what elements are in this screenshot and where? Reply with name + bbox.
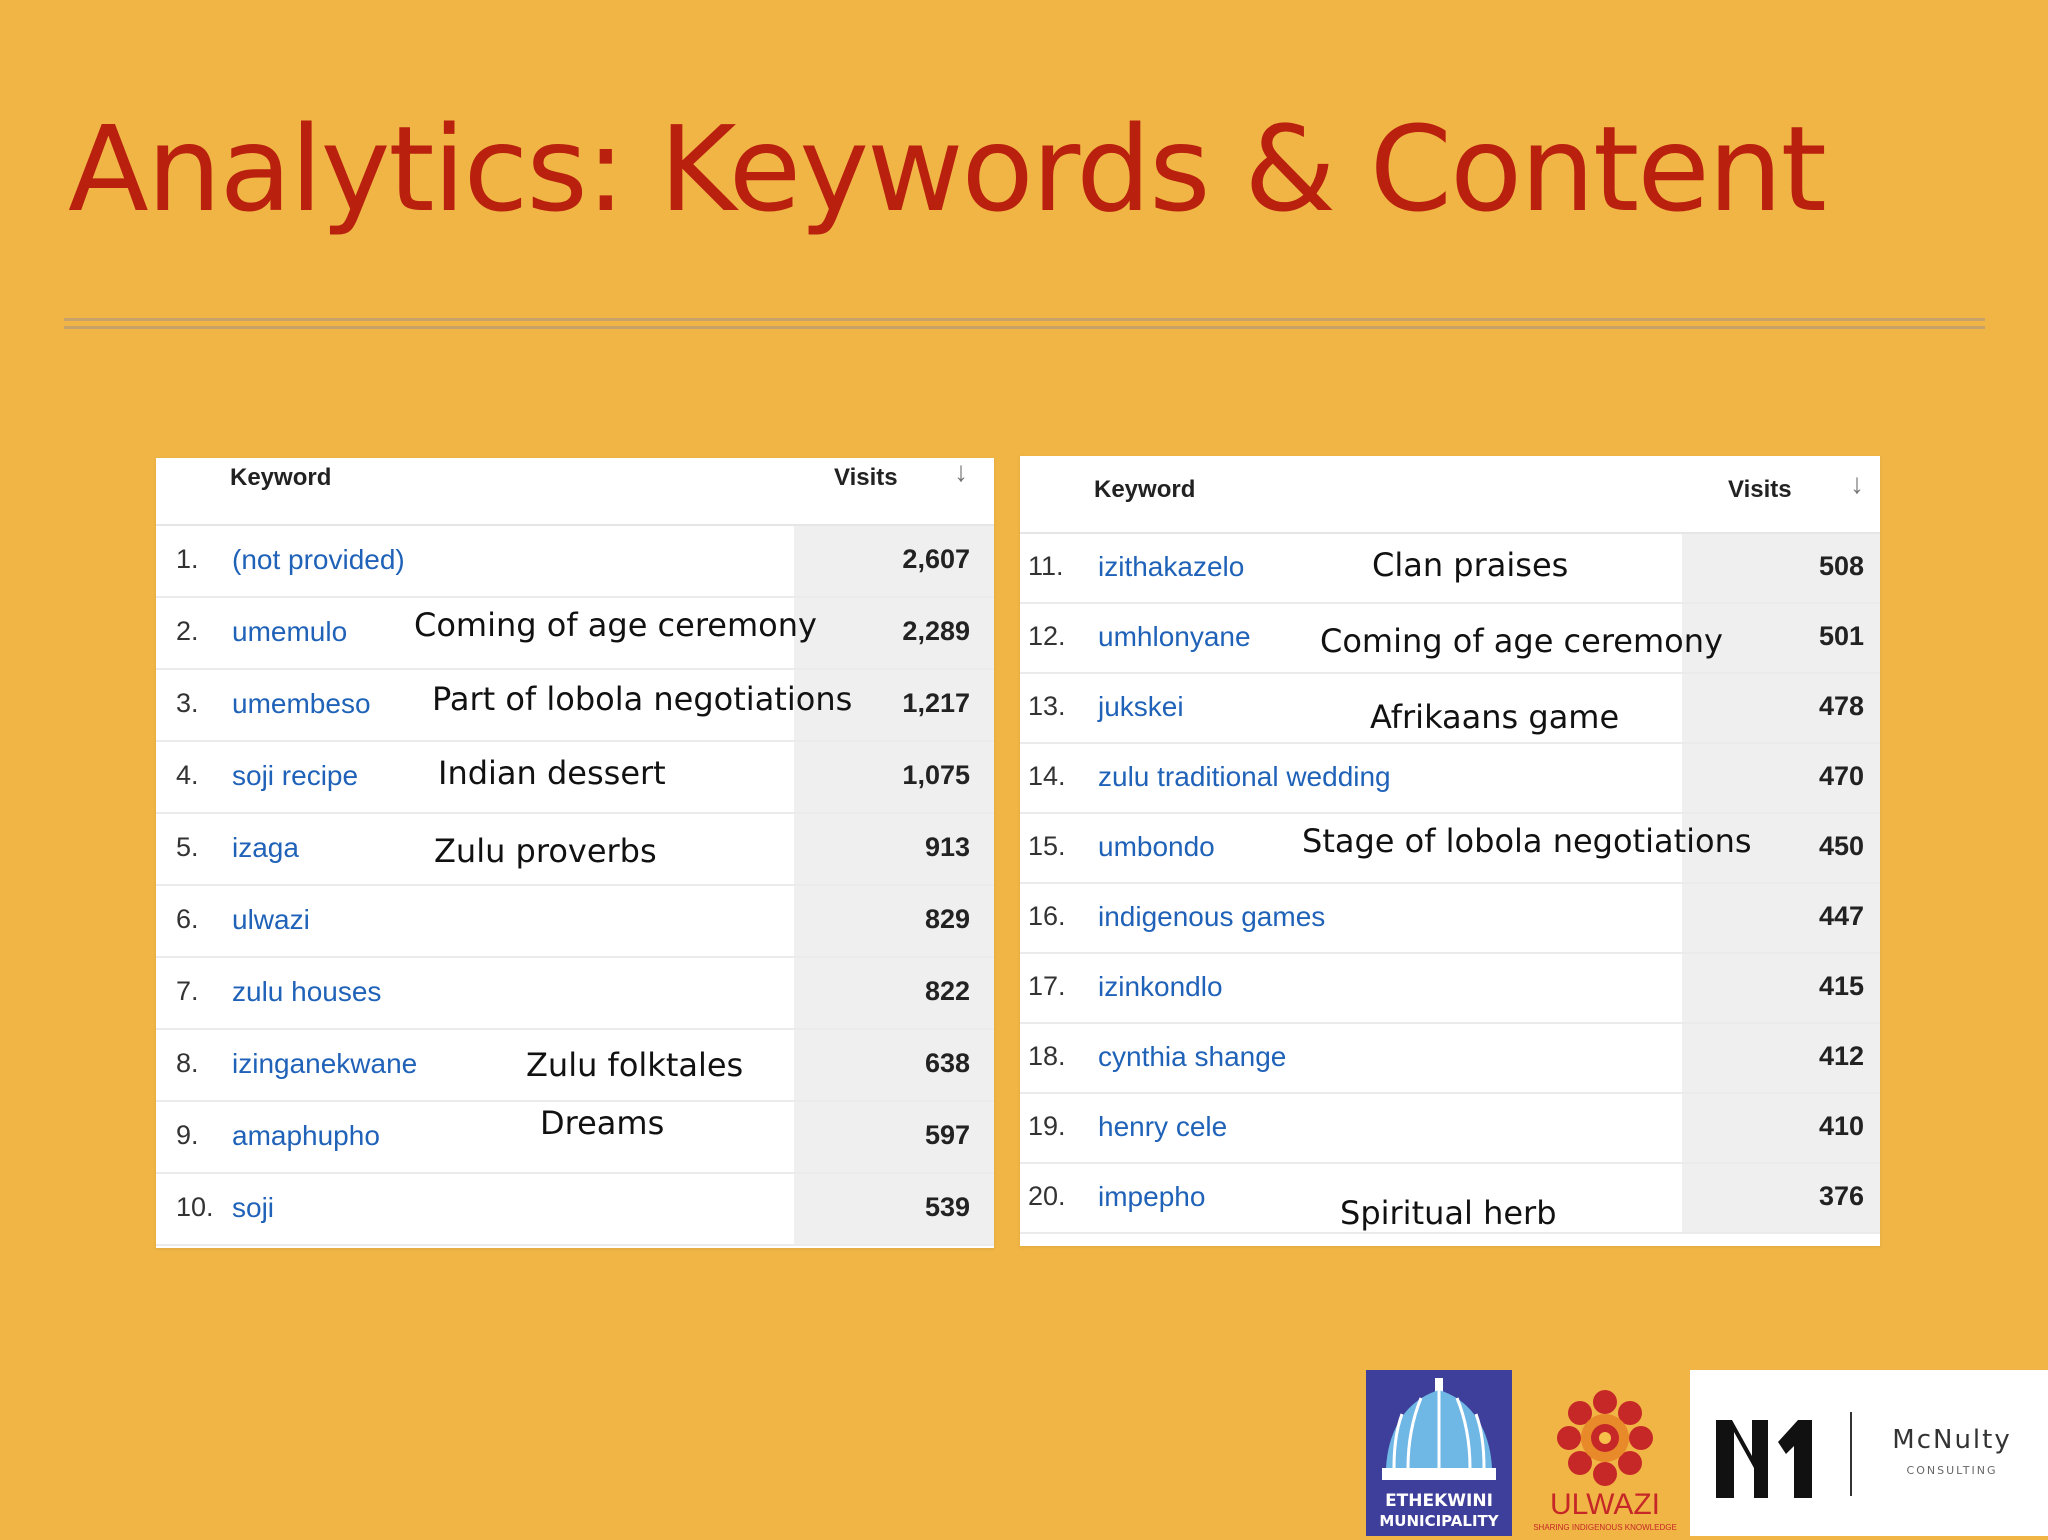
visits-value: 1,217: [902, 688, 970, 718]
arrow-down-icon[interactable]: ↓: [954, 456, 968, 487]
ulwazi-logo-tagline: SHARING INDIGENOUS KNOWLEDGE: [1533, 1523, 1677, 1532]
row-rank: 1.: [176, 544, 199, 574]
keyword-link[interactable]: umemulo: [232, 616, 348, 647]
table-row: [1020, 954, 1880, 1024]
annotation-soji-recipe: Indian dessert: [438, 754, 666, 792]
annotation-umbondo: Stage of lobola negotiations: [1302, 822, 1752, 860]
keyword-column-header[interactable]: Keyword: [230, 464, 332, 491]
keyword-link[interactable]: izithakazelo: [1098, 551, 1245, 582]
table-row: [1020, 1094, 1880, 1164]
row-rank: 18.: [1028, 1041, 1066, 1071]
mcnulty-logo-sub: CONSULTING: [1906, 1464, 1998, 1477]
ethekwini-logo-line1: ETHEKWINI: [1385, 1491, 1493, 1511]
visits-value: 501: [1818, 621, 1864, 651]
row-rank: 16.: [1028, 901, 1066, 931]
visits-value: 447: [1818, 901, 1864, 931]
arrow-down-icon[interactable]: ↓: [1850, 468, 1864, 499]
keyword-column-header[interactable]: Keyword: [1094, 476, 1196, 503]
annotation-izaga: Zulu proverbs: [434, 832, 657, 870]
row-rank: 15.: [1028, 831, 1066, 861]
title-divider-bottom: [64, 326, 1985, 329]
row-rank: 11.: [1028, 551, 1064, 581]
row-rank: 9.: [176, 1120, 199, 1150]
visits-value: 1,075: [902, 760, 970, 790]
visits-value: 415: [1818, 971, 1864, 1001]
keyword-link[interactable]: izaga: [232, 832, 299, 863]
visits-value: 508: [1818, 551, 1864, 581]
table-row: [156, 526, 994, 598]
table-row: [156, 1174, 994, 1246]
annotation-izithakazelo: Clan praises: [1372, 546, 1569, 584]
visits-value: 638: [924, 1048, 970, 1078]
visits-value: 539: [924, 1192, 970, 1222]
table-row: [1020, 884, 1880, 954]
keyword-link[interactable]: zulu traditional wedding: [1098, 761, 1391, 792]
row-rank: 6.: [176, 904, 199, 934]
mcnulty-logo-name: McNulty: [1892, 1425, 2012, 1455]
annotation-izinganekwane: Zulu folktales: [526, 1046, 744, 1084]
keyword-link[interactable]: zulu houses: [232, 976, 382, 1007]
annotation-jukskei: Afrikaans game: [1370, 698, 1620, 736]
row-rank: 12.: [1028, 621, 1066, 651]
visits-value: 597: [924, 1120, 970, 1150]
row-rank: 17.: [1028, 971, 1066, 1001]
keyword-link[interactable]: izinkondlo: [1098, 971, 1223, 1002]
ethekwini-municipality-logo: [1366, 1370, 1512, 1536]
row-rank: 4.: [176, 760, 199, 790]
visits-value: 829: [924, 904, 970, 934]
mcnulty-logo-mark: [1690, 1370, 2048, 1536]
annotation-umhlonyane: Coming of age ceremony: [1320, 622, 1723, 660]
keyword-link[interactable]: soji recipe: [232, 760, 359, 791]
visits-column-header[interactable]: Visits: [1728, 476, 1792, 503]
annotation-amaphupho: Dreams: [540, 1104, 665, 1142]
annotation-umemulo: Coming of age ceremony: [414, 606, 817, 644]
visits-value: 822: [924, 976, 970, 1006]
table-header: [1020, 456, 1880, 534]
visits-column-header[interactable]: Visits: [834, 464, 898, 491]
row-rank: 20.: [1028, 1181, 1066, 1211]
ulwazi-logo: [1520, 1380, 1690, 1536]
keyword-link[interactable]: amaphupho: [232, 1120, 380, 1151]
row-rank: 2.: [176, 616, 199, 646]
row-rank: 8.: [176, 1048, 199, 1078]
visits-value: 376: [1818, 1181, 1864, 1211]
row-rank: 14.: [1028, 761, 1066, 791]
row-rank: 7.: [176, 976, 199, 1006]
keyword-link[interactable]: impepho: [1098, 1181, 1206, 1212]
sun-flower-icon: [1520, 1380, 1690, 1536]
ulwazi-logo-name: ULWAZI: [1550, 1488, 1660, 1521]
row-rank: 10.: [176, 1192, 214, 1222]
row-rank: 5.: [176, 832, 199, 862]
keyword-link[interactable]: umbondo: [1098, 831, 1215, 862]
table-row: [1020, 1024, 1880, 1094]
keyword-link[interactable]: jukskei: [1098, 691, 1184, 722]
annotation-umembeso: Part of lobola negotiations: [432, 680, 853, 718]
ethekwini-logo-line2: MUNICIPALITY: [1379, 1512, 1499, 1530]
keyword-link[interactable]: umhlonyane: [1098, 621, 1251, 652]
city-hall-dome-icon: [1366, 1370, 1512, 1536]
table-row: [156, 886, 994, 958]
table-row: [1020, 744, 1880, 814]
title-divider-top: [64, 318, 1985, 321]
annotation-impepho: Spiritual herb: [1340, 1194, 1557, 1232]
keyword-link[interactable]: ulwazi: [232, 904, 310, 935]
slide-title: Analytics: Keywords & Content: [68, 100, 1825, 238]
row-rank: 3.: [176, 688, 199, 718]
mcnulty-consulting-logo: [1690, 1370, 2048, 1536]
visits-value: 478: [1818, 691, 1864, 721]
visits-value: 450: [1818, 831, 1864, 861]
row-rank: 13.: [1028, 691, 1066, 721]
keyword-link[interactable]: umembeso: [232, 688, 371, 719]
keyword-link[interactable]: soji: [232, 1192, 275, 1223]
table-row: [156, 958, 994, 1030]
visits-value: 470: [1818, 761, 1864, 791]
visits-value: 410: [1818, 1111, 1864, 1141]
keyword-link[interactable]: henry cele: [1098, 1111, 1228, 1142]
visits-value: 2,289: [902, 616, 970, 646]
keyword-link[interactable]: cynthia shange: [1098, 1041, 1287, 1072]
keyword-link[interactable]: izinganekwane: [232, 1048, 418, 1079]
visits-value: 412: [1818, 1041, 1864, 1071]
row-rank: 19.: [1028, 1111, 1066, 1141]
keyword-link[interactable]: indigenous games: [1098, 901, 1326, 932]
table-header: [156, 458, 994, 526]
visits-value: 2,607: [902, 544, 970, 574]
visits-value: 913: [924, 832, 970, 862]
keyword-link[interactable]: (not provided): [232, 544, 405, 575]
